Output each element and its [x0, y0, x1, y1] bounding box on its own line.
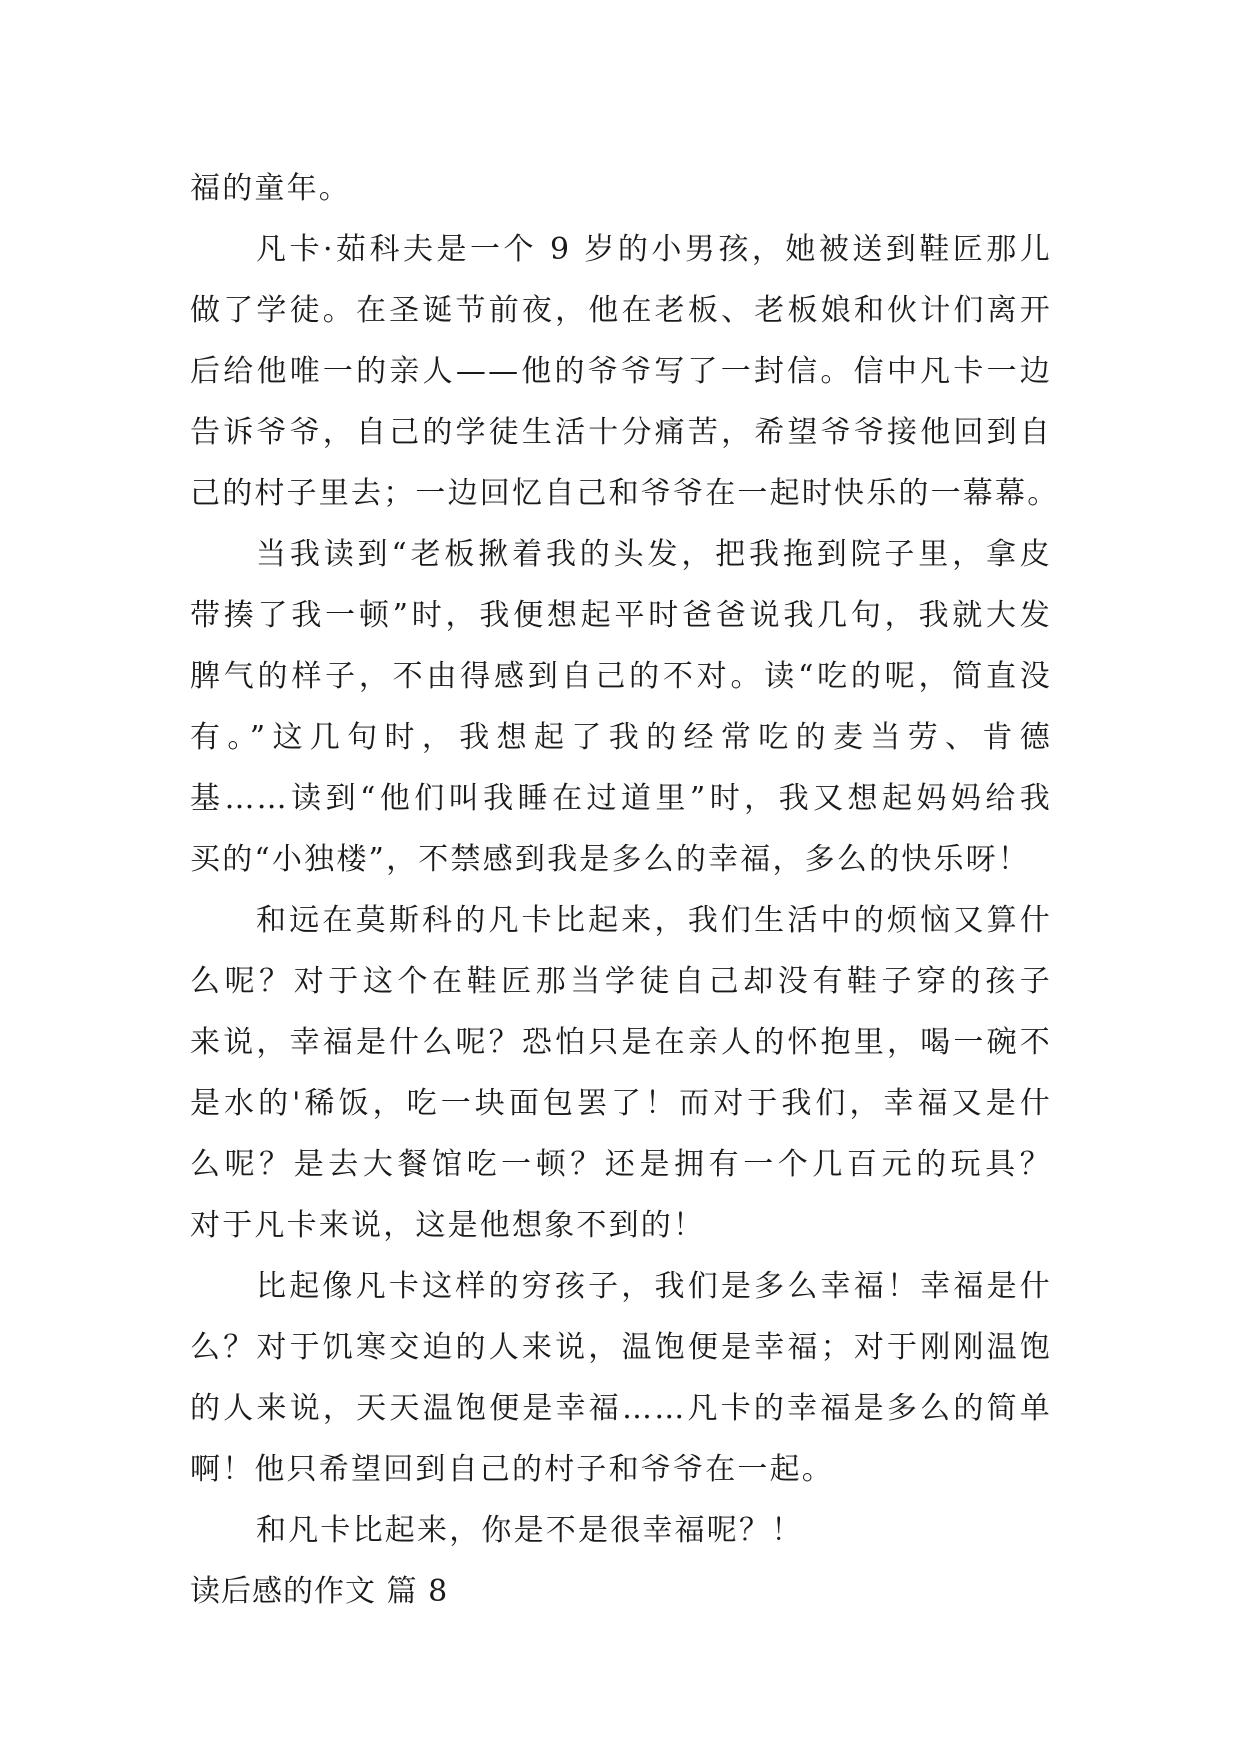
essay-body [190, 158, 1060, 1622]
paragraph-line: 对于凡卡来说，这是他想象不到的！ [190, 1208, 706, 1243]
paragraph-line: 和凡卡比起来，你是不是很幸福呢？！ [256, 1513, 804, 1548]
paragraph-line: 么呢？是去大餐馆吃一顿？还是拥有一个几百元的玩具？ [190, 1147, 1052, 1182]
paragraph-line: 和远在莫斯科的凡卡比起来，我们生活中的烦恼又算什 [256, 903, 1052, 938]
paragraph-line: 后给他唯一的亲人——他的爷爷写了一封信。信中凡卡一边 [190, 354, 1052, 389]
paragraph-line: 比起像凡卡这样的穷孩子，我们是多么幸福！幸福是什 [256, 1269, 1052, 1304]
paragraph-line: 做了学徒。在圣诞节前夜，他在老板、老板娘和伙计们离开 [190, 293, 1052, 328]
paragraph-line: 么呢？对于这个在鞋匠那当学徒自己却没有鞋子穿的孩子 [190, 964, 1052, 999]
section-heading: 读后感的作文 篇 8 [190, 1574, 449, 1609]
paragraph-line: 基……读到“他们叫我睡在过道里”时，我又想起妈妈给我 [190, 781, 1052, 816]
paragraph-line: 有。”这几句时，我想起了我的经常吃的麦当劳、肯德 [190, 720, 1052, 755]
paragraph-line: 买的“小独楼”，不禁感到我是多么的幸福，多么的快乐呀！ [190, 842, 1031, 877]
paragraph-line: 是水的'稀饭，吃一块面包罢了！而对于我们，幸福又是什 [190, 1086, 1052, 1121]
paragraph-line: 么？对于饥寒交迫的人来说，温饱便是幸福；对于刚刚温饱 [190, 1330, 1052, 1365]
paragraph-line: 凡卡·茹科夫是一个 9 岁的小男孩，她被送到鞋匠那儿 [256, 232, 1052, 267]
paragraph-line: 来说，幸福是什么呢？恐怕只是在亲人的怀抱里，喝一碗不 [190, 1025, 1052, 1060]
paragraph-line: 当我读到“老板揪着我的头发，把我拖到院子里，拿皮 [256, 537, 1052, 572]
paragraph-line: 告诉爷爷，自己的学徒生活十分痛苦，希望爷爷接他回到自 [190, 415, 1052, 450]
paragraph-line: 己的村子里去；一边回忆自己和爷爷在一起时快乐的一幕幕。 [190, 476, 1060, 511]
paragraph-line: 脾气的样子，不由得感到自己的不对。读“吃的呢，简直没 [190, 659, 1052, 694]
paragraph-line: 带揍了我一顿”时，我便想起平时爸爸说我几句，我就大发 [190, 598, 1052, 633]
paragraph-line: 啊！他只希望回到自己的村子和爷爷在一起。 [190, 1452, 834, 1487]
paragraph-line: 福的童年。 [190, 171, 351, 206]
paragraph-line: 的人来说，天天温饱便是幸福……凡卡的幸福是多么的简单 [190, 1391, 1052, 1426]
